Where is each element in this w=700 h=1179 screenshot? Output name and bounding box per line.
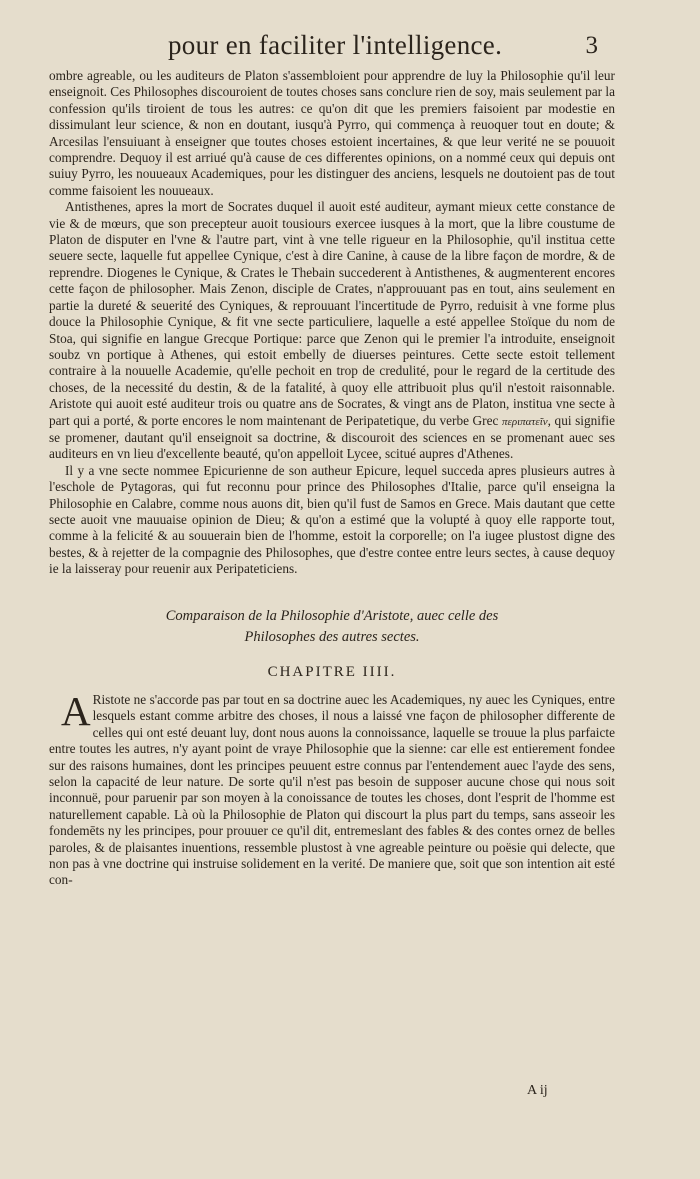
running-head (0, 30, 700, 70)
signature-mark: A ij (527, 1083, 548, 1098)
page-number: 3 (585, 32, 598, 59)
drop-cap: A (61, 688, 91, 734)
chapter-paragraph (49, 688, 615, 889)
paragraph: Il y a vne secte nommee Epicurienne de son autheur Epicure, lequel succeda apres plusieurs autres à l'eschole de Pytagoras, qui fut reconnu pour prince des Philosophes d'Italie, parce qu'il enseigna la Philosophie en Calabre, comme nous auons dit, bien qu'il fust de Samos en Grece. Mais dautant que cette secte auoit vne mauuaise opinion de Dieu; & qu'on a estimé que la volupté à quoy elle rapporte tout, comme à la felicité & au souuerain bien de l'homme, estoit la corporelle; on l'a iugee plustost digne des bestes, & à rejetter de la compagnie des Philosophes, que d'estre contee entre leurs sectes, à cause dequoy ie la laisseray pour reuenir aux Peripateticiens. (49, 462, 615, 577)
running-title: pour en faciliter l'intelligence. (168, 30, 503, 60)
paragraph: Antisthenes, apres la mort de Socrates duquel il auoit esté auditeur, aymant mieux cette constance de vie & de mœurs, que son precepteur auoit tousiours exercee iusques à la mort, que la libre coustume de Platon de disputer en l'vne & l'autre part, vint à vne telle rigueur en la Philosophie, qu'il institua cette seuere secte, laquelle fut appellee Cynique, c'est à dire Canine, à cause de la libre façon de mordre, & de reprendre. Diogenes le Cynique, & Crates le Thebain succederent à Antisthenes, & augmenterent encores cette façon de philosopher. Mais Zenon, disciple de Crates, n'approuuant pas en tout, ains seulement en partie la dureté & seuerité des Cyniques, & reprouuant l'incertitude de Pyrro, reduisit à vne forme plus douce la Philosophie Cynique, & fit vne secte particuliere, laquelle a esté appellee Stoïque du nom de Stoa, qui signifie en langue Grecque Portique: parce que Zenon qui le premier l'a introduite, enseignoit soubz vn portique à Athenes, qui estoit embelly de diuerses peintures. Cette secte estoit tellement contraire à la nouuelle Academie, qu'elle pechoit en trop de credulité, pour le regard de la certitude des choses, de la necessité du destin, & de la fatalité, à quoy elle attribuoit plus qu'il n'estoit raisonnable. Aristote qui auoit esté auditeur trois ou quatre ans de Socrates, & vingt ans de Platon, institua vne secte à part qui a porté, & porte encores le nom maintenant de Peripatetique, du verbe Grec περιπατεῖν, qui signifie se promener, dautant qu'il enseignoit sa doctrine, & discouroit des sciences en se promenant auec ses auditeurs en vn lieu d'excellente beauté, qu'on appelloit Lycee, scitué aupres d'Athenes. (49, 199, 615, 462)
section-title-line: Comparaison de la Philosophie d'Aristote, auec celle des (165, 607, 499, 624)
section-title (49, 606, 615, 648)
chapter-paragraph-text: Ristote ne s'accorde pas par tout en sa doctrine auec les Academiques, ny auec les Cyniques, entre lesquels estant comme arbitre des choses, il nous a laissé vne façon de philosopher differente de celles qui ont esté deuant luy, dont nous auons la connoissance, laquelle se trouue la plus parfaicte entre toutes les autres, n'y ayant point de vraye Philosophie que la sienne: car elle est entierement fondee sur des raisons humaines, dont les principes peuuent estre connus par l'entendement auec l'ayde des sens, selon la capacité de leur nature. De sorte qu'il n'est pas besoin de supposer aucune chose qui nous soit inconnuë, pour paruenir par son moyen à la conoissance de toutes les choses, dont l'esprit de l'homme est naturellement capable. Là où la Philosophie de Platon qui discourt la plus part du temps, sans asseoir les fondemēts ny les principes, pour prouuer ce qu'il dit, entremeslant des fables & des contes ornez de belles paroles, & de plaisantes inuentions, ressemble plustost à vne agreable peinture ou poësie qui delecte, que non pas à vne doctrine qui instruise solidement en la verité. De maniere que, soit que son intention ait esté con- (49, 692, 615, 888)
paragraph-text: Antisthenes, apres la mort de Socrates duquel il auoit esté auditeur, aymant mieux cette constance de vie & de mœurs, que son precepteur auoit tousiours exercee iusques à la mort, que la libre coustume de Platon de disputer en l'vne & l'autre part, vint à vne telle rigueur en la Philosophie, qu'il institua cette seuere secte, laquelle fut appellee Cynique, c'est à dire Canine, à cause de la libre façon de mordre, & de reprendre. Diogenes le Cynique, & Crates le Thebain succederent à Antisthenes, & augmenterent encores cette façon de philosopher. Mais Zenon, disciple de Crates, n'approuuant pas en tout, ains seulement en partie la dureté & seuerité des Cyniques, & reprouuant l'incertitude de Pyrro, reduisit à vne forme plus douce la Philosophie Cynique, & fit vne secte particuliere, laquelle a esté appellee Stoïque du nom de Stoa, qui signifie en langue Grecque Portique: parce que Zenon qui le premier l'a introduite, enseignoit soubz vn portique à Athenes, qui estoit embelly de diuerses peintures. Cette secte estoit tellement contraire à la nouuelle Academie, qu'elle pechoit en trop de credulité, pour le regard de la certitude des choses, de la necessité du destin, & de la fatalité, à quoy elle attribuoit plus qu'il n'estoit raisonnable. Aristote qui auoit esté auditeur trois ou quatre ans de Socrates, & vingt ans de Platon, institua vne secte à part qui a porté, & porte encores le nom maintenant de Peripatetique, du verbe Grec (49, 199, 615, 428)
paragraph-text: qui signifie se promener, dautant qu'il enseignoit sa doctrine, & discouroit des sciences en se promenant auec ses auditeurs en vn lieu d'excellente beauté, qu'on appelloit Lycee, scitué aupres d'Athenes. (49, 412, 615, 462)
chapter-title: CHAPITRE IIII. (267, 663, 397, 680)
section-title-line: Philosophes des autres sectes. (244, 628, 420, 645)
body-text (49, 68, 615, 889)
greek-word: περιπατεῖν (501, 415, 548, 428)
paragraph: ombre agreable, ou les auditeurs de Platon s'assembloient pour apprendre de luy la Philosophie qu'il leur enseignoit. Ces Philosophes discouroient de toutes choses sans conclure rien de soy, mais seulement par la confession qu'ils tiroient de tous les autres: ce qu'on dit que les premiers faisoient par modestie en dissimulant leur science, & non en doutant, iusqu'à Pyrro, qui commença à reuoquer tout en doute; & Arcesilas l'ensuiuant à enseigner que toutes choses estoient incertaines, & que leur verité ne se pouuoit comprendre. Dequoy il est arriué qu'à cause de ces differentes opinions, on a nommé ceux qui depuis ont suiuy Pyrro, les nouueaux Academiques, pour les distinguer des anciens, lesquels ne doutoient pas de tout comme faisoient les nouueaux. (49, 68, 615, 198)
